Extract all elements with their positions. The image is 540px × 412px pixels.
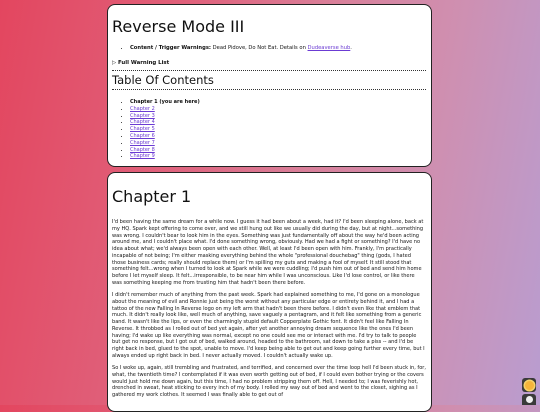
toc-item: • Chapter 1 (you are here) [130,99,426,106]
toc-link-chapter-6[interactable]: Chapter 6 [130,132,155,139]
chapter-card [107,172,432,412]
content-warning-item [130,45,426,52]
toc-link-chapter-8[interactable]: Chapter 8 [130,146,155,153]
chapter-paragraph: I'd been having the same dream for a while now. I guess it had been about a week, had it? I'd been sleeping alone, back at my HQ. Spark kept offering to come over, and we still hung out like we usually did during the day, but at night...something was wrong. I couldn't bear to look him in the eyes. Something was just fundamentally off about the way he'd been acting around me, and I couldn't place what. I'd done something wrong, obviously. Had we had a fight or something? I'd have no idea about what; we'd always been open with each other. Well, at least I'd been open with him. Frankly, I'm practically incapable of not being; I'm either masking everything behind the whole "professional douchebag" thing (gods, I hated those business cards; really should replace them) or I'm spilling my guts and making a fool of myself. It still stood that something felt...wrong when I turned to look at Spark while we were cuddling; I'd push him out of bed and send him home before I let myself sleep. It felt...irresponsible, to be near him while I was unconscious. Like I'd lose control, or like there was something keeping me from trusting him that hadn't been there before. [112,219,424,286]
full-warning-list-toggle[interactable]: ▷ Full Warning List [112,60,170,66]
toc-link-chapter-4[interactable]: Chapter 4 [130,119,155,126]
chapter-title: Chapter 1 [112,187,192,206]
theme-toggle-button[interactable] [522,378,536,392]
toc-item[interactable] [130,119,426,126]
warnings-end: . [350,45,352,51]
toc-item[interactable] [130,133,426,140]
toc-divider [112,89,426,90]
page-title: Reverse Mode III [112,17,245,36]
toc-item[interactable] [130,153,426,160]
sun-icon [525,381,534,390]
toc-item[interactable] [130,147,426,154]
toc-link-chapter-9[interactable]: Chapter 9 [130,153,155,160]
toc-item[interactable] [130,106,426,113]
chapter-paragraph: So I woke up, again, still trembling and frustrated, and terrified, and concerned over the time loop hell I'd been stuck in, for, what, the twentieth time? I contemplated if it was even worth getting out of bed, if I could even bother trying or the covers would just hold me down again, but this time, I had no problem stripping them off. Hell, I needed to; I was feverishly hot, drenched in sweat, heat sticking to every inch of my body. I rolled my way out of bed and went to the closet, sighing as I gathered my work clothes. It seemed I was finally able to get out of [112,365,426,398]
table-of-contents [112,73,426,160]
toc-item[interactable] [130,126,426,133]
chapter-paragraph: I didn't remember much of anything from the past week. Spark had explained something to me, I'd gone on a monologue about the meaning of evil and Ronnie just being the worst without any particular edge or entirety behind it, and I had a tattoo of the new Falling In Reverse logo on my left arm that hadn't been there before. I didn't even like that emblem that much. It didn't really look like, well much of anything, save vaguely a pentagram, and it felt like something from a generic band. It wasn't like the lips, or even the charmingly stupid default Copperplate Gothic font. It didn't feel like Falling In Reverse. It throbbed as I rolled out of bed yet again, after yet another annoying dream sequence like the ones I'd been having; I'd wake up like everything was normal, except no one could see me or interact with me. I'd try to talk to people but get no response, but I got out of bed, walked around, headed to the bathroom, sat down to take a piss -- and I'd be right back in bed, glued to the spot, unable to move. I'd keep being able to get out and keep going further every time, but I always ended up right back in bed. I never actually moved. I couldn't actually wake up. [112,292,425,359]
toc-link-chapter-2[interactable]: Chapter 2 [130,105,155,112]
warning-list [112,45,426,52]
circle-icon [526,396,533,403]
toc-list [112,99,426,160]
divider [112,70,426,71]
toc-item[interactable] [130,113,426,120]
toc-link-chapter-5[interactable]: Chapter 5 [130,126,155,133]
chapter-body [112,219,426,399]
toc-heading: Table Of Contents [112,73,214,87]
dudeaverse-hub-link[interactable]: Dudeaverse hub [307,45,351,51]
scroll-top-button[interactable] [522,394,536,405]
toc-item[interactable] [130,140,426,147]
toc-link-chapter-7[interactable]: Chapter 7 [130,139,155,146]
story-header-card [107,4,432,167]
warnings-label: Content / Trigger Warnings: [130,45,211,51]
warnings-text: Dead Pidove, Do Not Eat. Details on [211,45,308,51]
toc-link-chapter-3[interactable]: Chapter 3 [130,112,155,119]
